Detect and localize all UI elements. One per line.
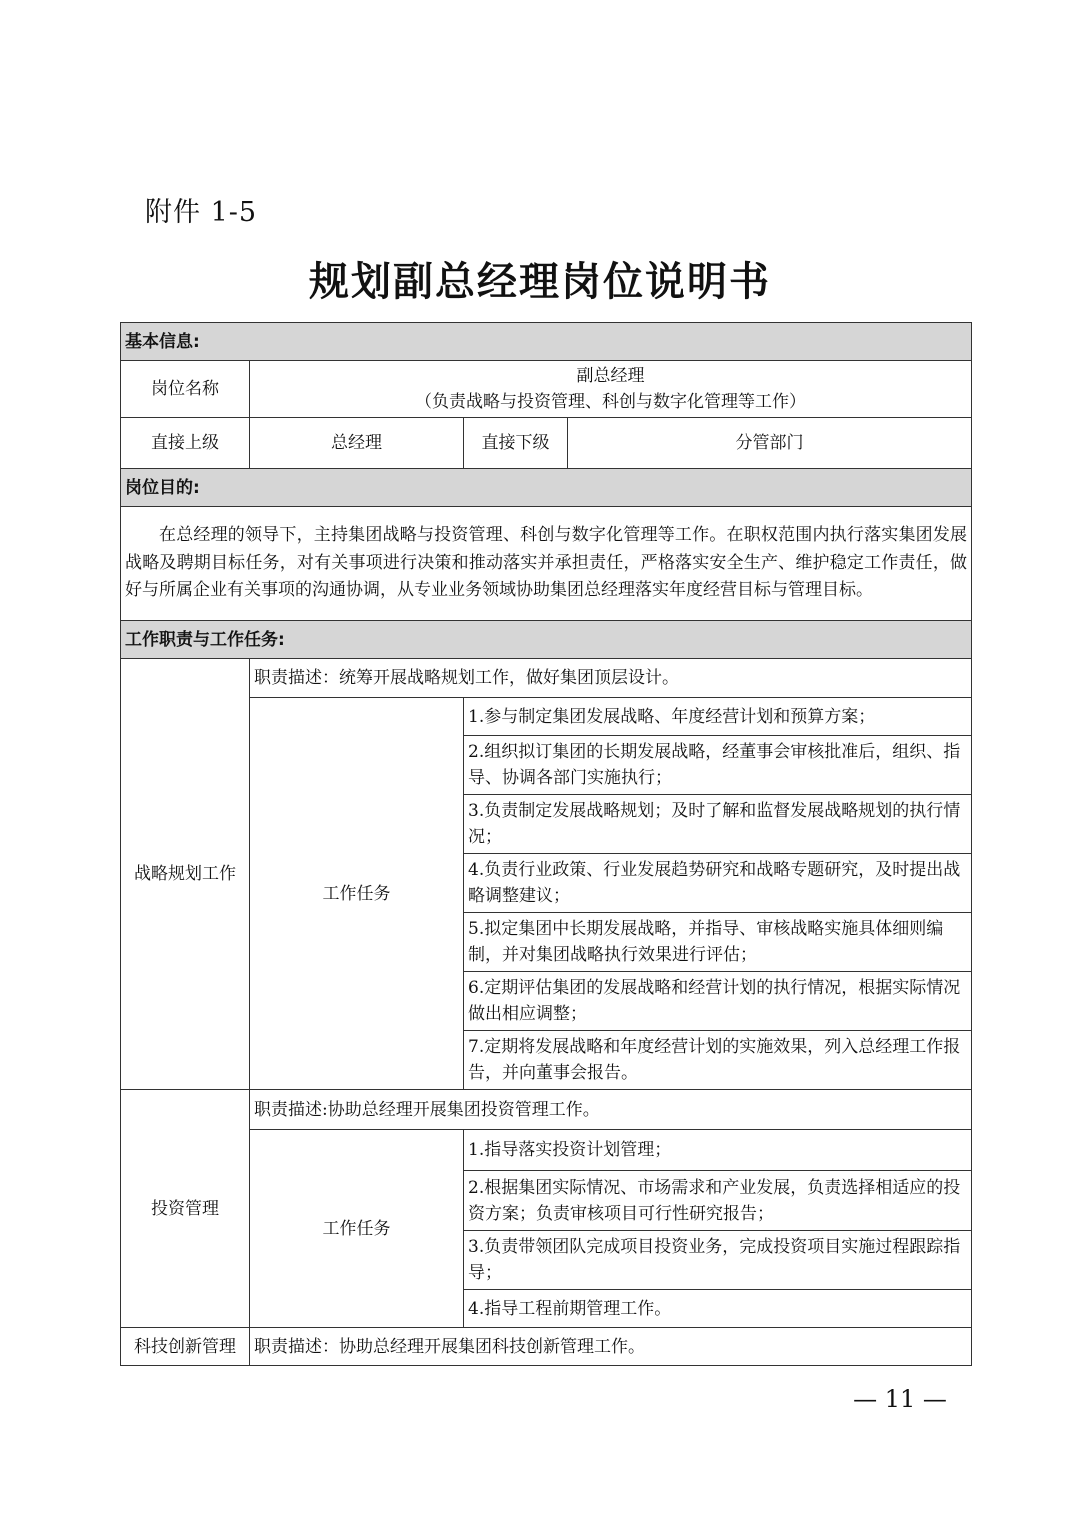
section-duties: 工作职责与工作任务: bbox=[121, 621, 972, 659]
duty-innovation-name: 科技创新管理 bbox=[121, 1328, 250, 1366]
superior-value: 总经理 bbox=[250, 418, 464, 469]
strategy-task-item: 4.负责行业政策、行业发展趋势研究和战略专题研究，及时提出战略调整建议； bbox=[464, 854, 972, 913]
strategy-task-item: 2.组织拟订集团的长期发展战略，经董事会审核批准后，组织、指导、协调各部门实施执行； bbox=[464, 736, 972, 795]
strategy-task-item: 7.定期将发展战略和年度经营计划的实施效果，列入总经理工作报告，并向董事会报告。 bbox=[464, 1031, 972, 1090]
duty-innovation-desc: 职责描述：协助总经理开展集团科技创新管理工作。 bbox=[250, 1328, 972, 1366]
attachment-label: 附件 1-5 bbox=[145, 197, 258, 228]
duty-strategy-desc: 职责描述：统筹开展战略规划工作，做好集团顶层设计。 bbox=[250, 659, 972, 698]
investment-task-item: 1.指导落实投资计划管理； bbox=[464, 1130, 972, 1171]
section-purpose: 岗位目的: bbox=[121, 469, 972, 507]
strategy-task-item: 3.负责制定发展战略规划；及时了解和监督发展战略规划的执行情况； bbox=[464, 795, 972, 854]
superior-label: 直接上级 bbox=[121, 418, 250, 469]
page-number: — 11 — bbox=[853, 1385, 947, 1413]
duty-investment-desc: 职责描述:协助总经理开展集团投资管理工作。 bbox=[250, 1090, 972, 1130]
purpose-text: 在总经理的领导下，主持集团战略与投资管理、科创与数字化管理等工作。在职权范围内执行落实集团发展战略及聘期目标任务，对有关事项进行决策和推动落实并承担责任，严格落实安全生产、维护稳定工作责任，做好与所属企业有关事项的沟通协调，从专业业务领域协助集团总经理落实年度经营目标与管理目标。 bbox=[121, 507, 972, 621]
position-name-value: 副总经理 bbox=[576, 366, 645, 386]
strategy-task-label: 工作任务 bbox=[250, 698, 464, 1090]
subordinate-value: 分管部门 bbox=[568, 418, 972, 469]
investment-task-item: 3.负责带领团队完成项目投资业务，完成投资项目实施过程跟踪指导； bbox=[464, 1231, 972, 1290]
investment-task-item: 2.根据集团实际情况、市场需求和产业发展，负责选择相适应的投资方案；负责审核项目可行性研究报告； bbox=[464, 1171, 972, 1231]
job-description-table bbox=[120, 322, 972, 1366]
duty-investment-name: 投资管理 bbox=[121, 1090, 250, 1328]
strategy-task-item: 6.定期评估集团的发展战略和经营计划的执行情况，根据实际情况做出相应调整； bbox=[464, 972, 972, 1031]
section-basic-info: 基本信息: bbox=[121, 323, 972, 361]
subordinate-label: 直接下级 bbox=[464, 418, 568, 469]
strategy-task-item: 1.参与制定集团发展战略、年度经营计划和预算方案； bbox=[464, 698, 972, 736]
duty-strategy-name: 战略规划工作 bbox=[121, 659, 250, 1090]
position-name-note: （负责战略与投资管理、科创与数字化管理等工作） bbox=[415, 392, 807, 412]
investment-task-item: 4.指导工程前期管理工作。 bbox=[464, 1290, 972, 1328]
investment-task-label: 工作任务 bbox=[250, 1130, 464, 1328]
page-title: 规划副总经理岗位说明书 bbox=[309, 258, 771, 305]
position-name-cell bbox=[250, 361, 972, 418]
position-name-label: 岗位名称 bbox=[121, 361, 250, 418]
strategy-task-item: 5.拟定集团中长期发展战略，并指导、审核战略实施具体细则编制，并对集团战略执行效果进行评估； bbox=[464, 913, 972, 972]
